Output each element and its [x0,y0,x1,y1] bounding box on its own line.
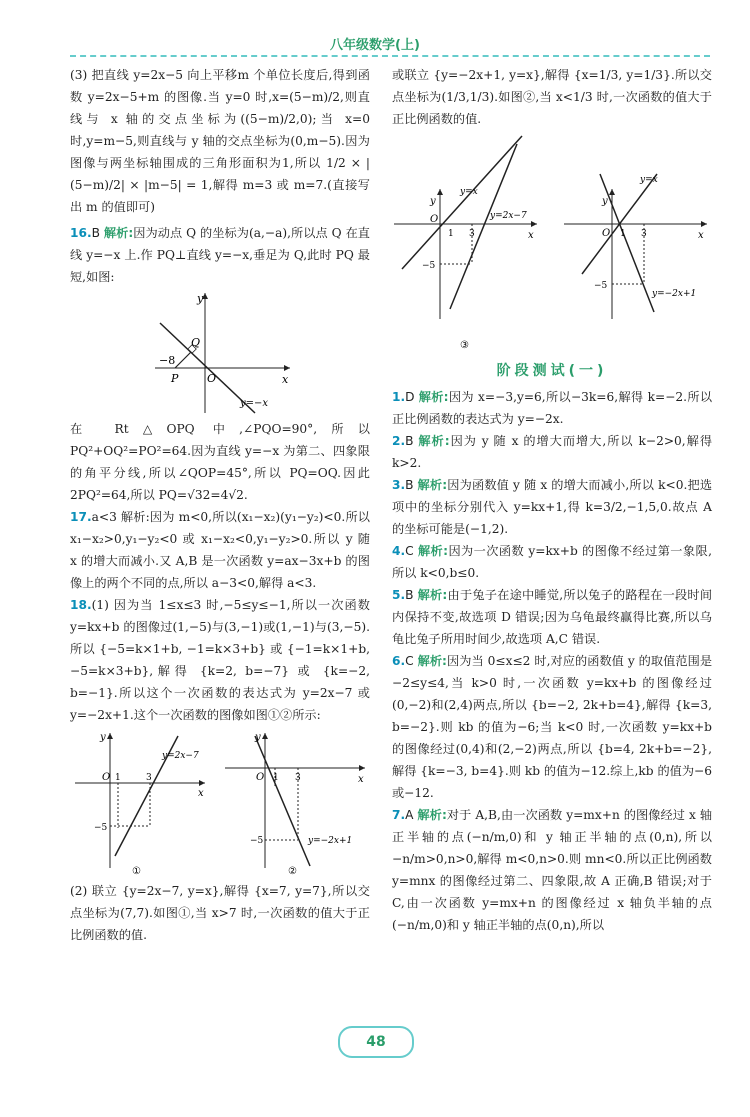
fig2-caption: ② [288,866,297,877]
item-text: 因为一次函数 y=kx+b 的图像不经过第一象限,所以 k<0,b≤0. [392,544,712,580]
analysis-label: 解析: [417,588,448,602]
figure-4 [562,134,712,354]
item-answer: C [405,544,414,558]
q17-text: a<3 解析:因为 m<0,所以(x₁−x₂)(y₁−y₂)<0.所以 x₁−x₂>0,y₁−y₂<0 或 x₁−x₂<0,y₁−y₂>0.所以 y 随 x 的增大而减小.又 A,B 是一次函数 y=ax−3x+b 的图像上的两个不同的点,所以 a−3<0,解得 a<3. [70,510,370,590]
fig2-line: y=−2x+1 [308,836,353,846]
fig16-x-label: x [282,373,289,386]
fig1-line: y=2x−7 [162,751,199,761]
fig2-tick1: 1 [273,773,279,783]
item-answer: D [405,390,415,404]
fig1-tick3: 3 [146,773,152,783]
item-answer: A [405,808,414,822]
right-column [392,64,712,936]
analysis-label: 解析: [418,434,450,448]
item-text: 因为 y 随 x 的增大而增大,所以 k−2>0,解得 k>2. [392,434,713,470]
analysis-label: 解析: [417,808,447,822]
fig4-x: x [698,230,704,241]
answer-item [392,540,712,584]
analysis-label: 解析: [417,654,447,668]
q17-number: 17. [70,510,92,524]
fig4-tickm5: −5 [594,281,608,291]
item-text: 因为当 0≤x≤2 时,对应的函数值 y 的取值范围是−2≤y≤4,当 k>0 时,一次函数 y=kx+b 的图像经过(0,−2)和(2,4)两点,所以 {b=−2, 2k+b=4},解得 {k=3, b=−2}.则 kb 的值为−6;当 k<0 时,一次函数 y=kx+b 的图像经过(0,4)和(2,−2)两点,所以 {b=4, 2k+b=−2},解得 {k=−3, b=4}.则 kb 的值为−12.综上,kb 的值为−6 或−12. [392,654,713,800]
q18-part1 [70,594,370,726]
answer-item [392,584,712,650]
fig4-o: O [602,228,611,239]
page-number: 48 [338,1026,414,1058]
fig3-tick1: 1 [448,229,454,239]
analysis-label: 解析: [418,390,449,404]
fig3-o: O [430,214,439,225]
fig4-y: y [602,196,608,207]
item-answer: B [405,588,414,602]
fig1-o: O [102,772,111,783]
left-column [70,64,370,946]
answer-item [392,386,712,430]
item-number: 6. [392,654,406,668]
fig1-tick1: 1 [115,773,121,783]
item-number: 3. [392,478,406,492]
q16-analysis-label: 解析: [103,226,134,240]
fig2-tickm5: −5 [250,836,264,846]
item-number: 7. [392,808,406,822]
q18-figures-2 [392,134,712,354]
analysis-label: 解析: [417,478,448,492]
item-answer: B [405,478,414,492]
q15-part3: (3) 把直线 y=2x−5 向上平移m 个单位长度后,得到函数 y=2x−5+m 的图像.当 y=0 时,x=(5−m)/2,则直线与 x 轴的交点坐标为((5−m)/2,0);当 x=0 时,y=m−5,则直线与 y 轴的交点坐标为(0,m−5).因为图像与两坐标轴围成的三角形面积为1,所以 1/2 × |(5−m)/2| × |m−5| = 1,解得 m=3 或 m=7.(直接写出 m 的值即可) [70,68,370,214]
q18-text: (1) 因为当 1≤x≤3 时,−5≤y≤−1,所以一次函数 y=kx+b 的图像过(1,−5)与(3,−1)或(1,−1)与(3,−5).所以 {−5=k×1+b, −1=k×3+b} 或 {−1=k×1+b, −5=k×3+b},解得 {k=2, b=−7} 或 {k=−2, b=−1}.所以这个一次函数的表达式为 y=2x−7 或 y=−2x+1.这个一次函数的图像如图①②所示: [70,598,370,722]
fig16-m8-label: −8 [159,354,176,367]
fig1-y: y [100,732,106,743]
fig3-y: y [430,196,436,207]
fig4-tick1: 1 [620,229,626,239]
q16-text-2: 在 Rt△OPQ 中,∠PQO=90°,所以 PQ²+OQ²=PO²=64.因为直线 y=−x 为第二、四象限的角平分线,所以∠QOP=45°,所以 PQ=OQ.因此 2PQ²=64,所以 PQ=√32=4√2. [70,422,370,502]
item-number: 5. [392,588,406,602]
q18-part2: (2) 联立 {y=2x−7, y=x},解得 {x=7, y=7},所以交点坐标为(7,7).如图①,当 x>7 时,一次函数的值大于正比例函数的值. [70,884,370,942]
fig16-line-label: y=−x [240,398,269,409]
item-text: 由于兔子在途中睡觉,所以兔子的路程在一段时间内保持不变,故选项 D 错误;因为乌龟最终赢得比赛,所以乌龟比兔子所用时间少,故选项 A,C 错误. [392,588,713,646]
fig1-caption: ① [132,866,141,877]
q17 [70,506,370,594]
fig2-y: y [255,732,261,743]
fig16-y-label: y [197,292,204,305]
item-text: 对于 A,B,由一次函数 y=mx+n 的图像经过 x 轴正半轴的点(−n/m,0)和 y 轴正半轴的点(0,n),所以−n/m>0,n>0,解得 m<0,n>0.则 mn<0.所以正比例函数 y=mnx 的图像经过第二、四象限,故 A 正确,B 错误;对于 C,由一次函数 y=mx+n 的图像经过 x 轴负半轴的点(−n/m,0)和 y 轴正半轴的点(0,n),所以 [392,808,713,932]
fig4-tick3: 3 [641,229,647,239]
fig16-p-label: P [171,372,179,385]
fig4-line2: y=x [640,175,658,185]
fig3-x: x [528,230,534,241]
fig3-line1: y=2x−7 [490,211,527,221]
fig3-line2: y=x [460,187,478,197]
fig2-o: O [256,772,265,783]
q18-number: 18. [70,598,92,612]
q16-answer: B [91,226,100,240]
figure-3 [392,134,542,354]
fig3-tickm5: −5 [422,261,436,271]
section-title: 阶段测试(一) [496,363,608,379]
item-number: 1. [392,390,406,404]
fig2-x: x [358,774,364,785]
fig16-q-label: Q [191,336,201,349]
item-text: 因为 x=−3,y=6,所以−3k=6,解得 k=−2.所以正比例函数的表达式为 y=−2x. [392,390,713,426]
q18-part2-cont: 或联立 {y=−2x+1, y=x},解得 {x=1/3, y=1/3}.所以交点坐标为(1/3,1/3).如图②,当 x<1/3 时,一次函数的值大于正比例函数的值. [392,68,712,126]
q18-figures [70,728,370,878]
item-number: 2. [392,434,406,448]
fig4-line1: y=−2x+1 [652,289,697,299]
header-rule [70,55,710,57]
fig3-tick3: 3 [469,229,475,239]
answer-item [392,474,712,540]
answer-item [392,650,712,804]
item-answer: B [405,434,414,448]
answer-item [392,430,712,474]
running-header: 八年级数学(上) [330,38,420,53]
figure-1 [70,728,210,878]
figure-q16 [145,288,295,418]
item-number: 4. [392,544,406,558]
q16 [70,222,370,288]
fig1-x: x [198,788,204,799]
item-text: 因为函数值 y 随 x 的增大而减小,所以 k<0.把选项中的坐标分别代入 y=kx+1,得 k=3/2,−1,5,0.故点 A 的坐标可能是(−1,2). [392,478,713,536]
fig1-tickm5: −5 [94,823,108,833]
item-answer: C [405,654,414,668]
answer-list [392,386,712,936]
q16-number: 16. [70,226,92,240]
figure-2 [220,728,370,878]
analysis-label: 解析: [417,544,449,558]
fig16-o-label: O [207,372,217,385]
fig2-tick3: 3 [295,773,301,783]
fig3-caption: ③ [460,340,469,351]
answer-item [392,804,712,936]
q16-text: 因为动点 Q 的坐标为(a,−a),所以点 Q 在直线 y=−x 上.作 PQ⊥直线 y=−x,垂足为 Q,此时 PQ 最短,如图: [70,226,370,284]
